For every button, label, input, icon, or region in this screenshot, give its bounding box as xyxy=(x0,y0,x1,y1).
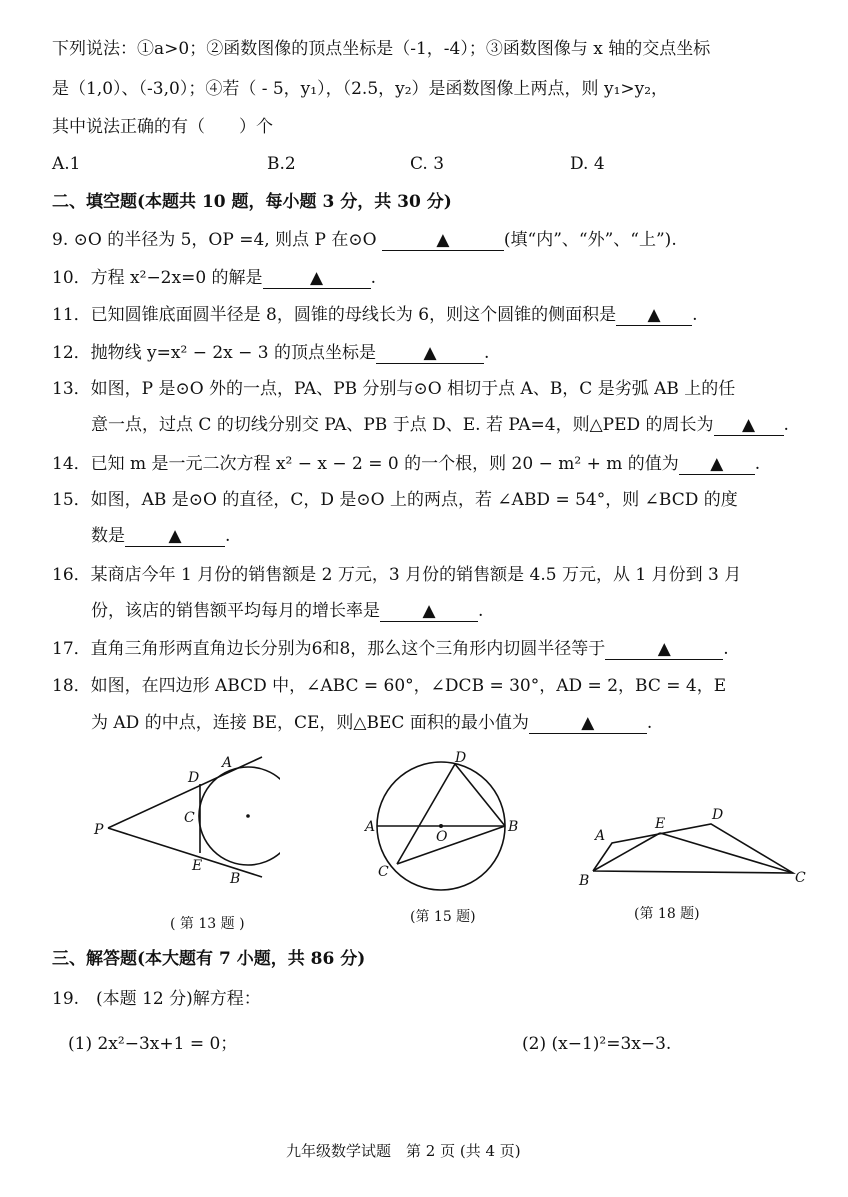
answer-blank: ▲ xyxy=(616,305,692,326)
section-3-heading: 三、解答题(本大题有 7 小题，共 86 分) xyxy=(52,949,366,969)
label-d: D xyxy=(712,807,724,823)
label-d: D xyxy=(455,750,467,766)
q8-option-b: B.2 xyxy=(267,154,296,174)
q8-option-a: A.1 xyxy=(52,154,81,174)
figure-13 xyxy=(90,750,280,895)
answer-blank: ▲ xyxy=(679,454,755,475)
q9-text: 9. ⊙O 的半径为 5，OP =4, 则点 P 在⊙O xyxy=(52,230,382,250)
answer-blank: ▲ xyxy=(125,526,225,547)
label-o: O xyxy=(436,829,448,845)
center-dot xyxy=(439,824,443,828)
answer-blank: ▲ xyxy=(714,415,784,436)
question-11: 11．已知圆锥底面圆半径是 8，圆锥的母线长为 6，则这个圆锥的侧面积是 ▲ . xyxy=(52,305,698,325)
question-19-part-2: (2) (x−1)²=3x−3. xyxy=(522,1034,672,1054)
q8-line-3: 其中说法正确的有（ ）个 xyxy=(52,117,273,137)
question-19-part-1: (1) 2x²−3x+1 = 0； xyxy=(68,1034,238,1054)
label-b: B xyxy=(230,871,241,887)
question-9 xyxy=(52,227,677,253)
circle-o xyxy=(199,767,280,865)
label-e: E xyxy=(655,816,666,832)
q8-line-2: 是（1,0）、（-3,0）；④若（ - 5，y₁），（2.5，y₂）是函数图像上两点，则 y₁>y₂， xyxy=(52,79,669,99)
answer-blank: ▲ xyxy=(380,601,478,622)
question-17: 17．直角三角形两直角边长分别为6和8，那么这个三角形内切圆半径等于 ▲ . xyxy=(52,639,729,659)
answer-blank: ▲ xyxy=(529,713,647,734)
label-c: C xyxy=(184,810,195,826)
quadrilateral-abcd xyxy=(593,824,793,873)
section-2-heading: 二、填空题(本题共 10 题，每小题 3 分，共 30 分) xyxy=(52,192,452,212)
label-c: C xyxy=(378,864,389,880)
question-12: 12．抛物线 y=x² − 2x − 3 的顶点坐标是 ▲ . xyxy=(52,343,490,363)
figure-15-caption: (第 15 题) xyxy=(410,909,476,925)
question-16-line-1: 16．某商店今年 1 月份的销售额是 2 万元，3 月份的销售额是 4.5 万元，从 1 月份到 3 月 xyxy=(52,565,742,585)
chord-cb xyxy=(397,826,505,864)
center-dot xyxy=(246,814,250,818)
question-14: 14．已知 m 是一元二次方程 x² − x − 2 = 0 的一个根，则 20 − m² + m 的值为 ▲ . xyxy=(52,454,761,474)
label-a: A xyxy=(595,828,606,844)
q9-text-end: (填“内”、“外”、“上”). xyxy=(503,230,677,250)
label-b: B xyxy=(508,819,519,835)
q8-option-d: D. 4 xyxy=(570,154,605,174)
label-e: E xyxy=(192,858,203,874)
question-10: 10．方程 x²−2x=0 的解是 ▲ . xyxy=(52,268,376,288)
label-d: D xyxy=(188,770,200,786)
tangent-pb xyxy=(108,828,262,877)
label-b: B xyxy=(579,873,590,889)
figure-18-caption: (第 18 题) xyxy=(634,906,700,922)
label-p: P xyxy=(94,822,104,838)
figure-18 xyxy=(575,800,810,890)
label-c: C xyxy=(795,870,806,886)
chord-dc xyxy=(397,764,455,864)
question-15-line-1: 15．如图，AB 是⊙O 的直径，C，D 是⊙O 上的两点，若 ∠ABD = 54°，则 ∠BCD 的度 xyxy=(52,490,738,510)
figure-15 xyxy=(360,748,525,898)
answer-blank: ▲ xyxy=(605,639,723,660)
question-19-title: 19. (本题 12 分)解方程： xyxy=(52,989,261,1009)
answer-blank: ▲ xyxy=(382,230,504,251)
answer-blank: ▲ xyxy=(263,268,371,289)
question-13-line-2: 意一点，过点 C 的切线分别交 PA、PB 于点 D、E. 若 PA=4，则△PED 的周长为 ▲ . xyxy=(91,415,789,435)
q8-line-1: 下列说法：①a>0；②函数图像的顶点坐标是（-1，-4）；③函数图像与 x 轴的交点坐标 xyxy=(52,39,711,59)
question-18-line-1: 18．如图，在四边形 ABCD 中，∠ABC = 60°，∠DCB = 30°，AD = 2，BC = 4，E xyxy=(52,676,727,696)
question-18-line-2: 为 AD 的中点，连接 BE，CE，则△BEC 面积的最小值为 ▲ . xyxy=(91,713,653,733)
segment-ce xyxy=(660,833,793,873)
question-16-line-2: 份，该店的销售额平均每月的增长率是 ▲ . xyxy=(91,601,484,621)
question-15-line-2: 数是 ▲ . xyxy=(91,526,231,546)
answer-blank: ▲ xyxy=(376,343,484,364)
label-a: A xyxy=(365,819,376,835)
figure-13-caption: ( 第 13 题 ) xyxy=(170,916,245,932)
page-footer: 九年级数学试题 第 2 页 (共 4 页) xyxy=(286,1142,521,1160)
label-a: A xyxy=(222,755,233,771)
q8-option-c: C. 3 xyxy=(410,154,445,174)
question-13-line-1: 13．如图，P 是⊙O 外的一点，PA、PB 分别与⊙O 相切于点 A、B，C 是劣弧 AB 上的任 xyxy=(52,379,736,399)
